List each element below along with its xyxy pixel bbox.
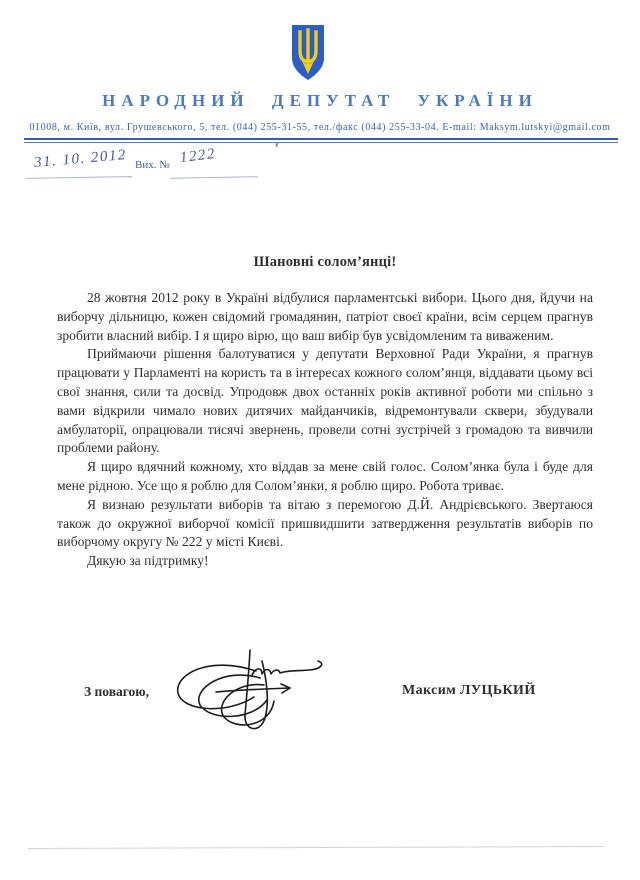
salutation: Шановні солом’янці! [253, 254, 397, 270]
date-underline [26, 176, 132, 179]
paragraph: Я визнаю результати виборів та вітаю з перемогою Д.Й. Андрієвського. Звертаюся також до окружної виборчої комісії пришвидшити затвердження результатів виборів по виборчому округу № 222 у місті Києві. [57, 496, 593, 550]
scan-speck [275, 142, 278, 147]
number-underline [170, 176, 258, 179]
paragraph: Я щиро вдячний кожному, хто віддав за мене свій голос. Солом’янка була і буде для мене рідною. Усе що я роблю для Солом’янки, я роблю щиро. Робота триває. [57, 459, 593, 493]
handwritten-date: 31. 10. 2012 [33, 146, 128, 172]
scan-fold-line [28, 846, 604, 849]
outgoing-number-label: Вих. № [135, 159, 170, 171]
closing-phrase: З повагою, [84, 684, 149, 699]
paragraph: Дякую за підтримку! [87, 553, 209, 569]
signer-name: Максим ЛУЦЬКИЙ [402, 683, 536, 698]
letterhead-rule-thick [24, 138, 618, 140]
paragraph: 28 жовтня 2012 року в Україні відбулися парламентські вибори. Цього дня, йдучи на виборчу дільницю, кожен свідомий громадянин, патріот своєї країни, всім серцем прагнув зробити власний вибір. І я щиро вірю, що ваш вибір був усвідомленим та виваженим. [57, 290, 593, 343]
paragraph: Приймаючи рішення балотуватися у депутати Верховної Ради України, я прагнув працювати у Парламенті на користь та в інтересах кожного солом’янця, віддавати цьому всі свої знання, сили та досвід. Упродовж двох останніх років активної роботи ми спільно з вами відкрили чимало нових дитячих майданчиків, відремонтували сквери, збудували амбулаторії, опрацювали тисячі звернень, провели сотні зустрічей з громадою та вивчили проблеми району. [57, 346, 593, 456]
letter-body [57, 254, 593, 571]
letterhead-title: НАРОДНИЙ ДЕПУТАТ УКРАЇНИ [102, 91, 538, 110]
handwritten-outgoing-number: 1222 [179, 145, 217, 167]
letterhead-rule-thin [24, 142, 618, 143]
letterhead-contact-line: 01008, м. Київ, вул. Грушевського, 5, тел. (044) 255-31-55, тел./факс (044) 255-33-04. E-mail: Maksym.lutskyi@gmail.com [29, 122, 611, 133]
signature-icon [168, 645, 343, 740]
ukraine-trident-emblem-icon [290, 24, 326, 81]
